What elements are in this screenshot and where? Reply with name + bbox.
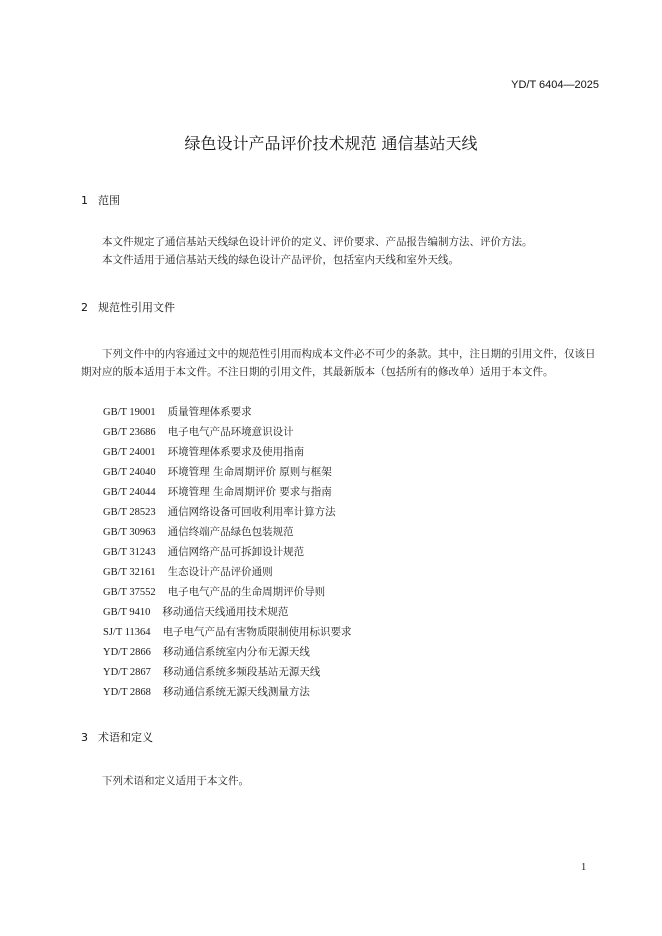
reference-item xyxy=(103,663,352,683)
reference-code: GB/T 30963 xyxy=(103,527,156,538)
reference-code: GB/T 19001 xyxy=(103,407,156,418)
reference-item xyxy=(103,423,352,443)
section-3-intro: 下列术语和定义适用于本文件。 xyxy=(102,775,249,787)
section-3-heading xyxy=(81,729,153,745)
reference-title: 移动通信系统无源天线测量方法 xyxy=(162,686,310,698)
section-1-title: 范围 xyxy=(98,194,120,207)
reference-code: YD/T 2866 xyxy=(103,647,151,658)
section-2-number: 2 xyxy=(81,301,88,314)
reference-title: 环境管理 生命周期评价 要求与指南 xyxy=(167,486,332,498)
reference-title: 电子电气产品有害物质限制使用标识要求 xyxy=(162,626,352,638)
reference-title: 通信网络产品可拆卸设计规范 xyxy=(167,546,305,558)
section-3-number: 3 xyxy=(81,731,88,744)
reference-code: GB/T 32161 xyxy=(103,567,156,578)
reference-title: 环境管理体系要求及使用指南 xyxy=(167,446,305,458)
reference-item xyxy=(103,623,352,643)
reference-code: YD/T 2867 xyxy=(103,667,151,678)
reference-code: GB/T 24001 xyxy=(103,447,156,458)
reference-title: 移动通信天线通用技术规范 xyxy=(162,606,289,618)
section-3-title: 术语和定义 xyxy=(98,731,153,744)
reference-item xyxy=(103,563,352,583)
reference-title: 通信网络设备可回收利用率计算方法 xyxy=(167,506,336,518)
reference-title: 电子电气产品环境意识设计 xyxy=(167,426,294,438)
reference-item xyxy=(103,463,352,483)
reference-item xyxy=(103,403,352,423)
reference-code: GB/T 28523 xyxy=(103,507,156,518)
reference-title: 生态设计产品评价通则 xyxy=(167,566,273,578)
page-number: 1 xyxy=(581,862,587,873)
section-1-heading xyxy=(81,192,120,208)
reference-title: 环境管理 生命周期评价 原则与框架 xyxy=(167,466,332,478)
reference-code: SJ/T 11364 xyxy=(103,627,151,638)
section-3-body xyxy=(81,772,601,790)
reference-code: GB/T 37552 xyxy=(103,587,156,598)
section-2-heading xyxy=(81,299,175,315)
reference-item xyxy=(103,543,352,563)
reference-item xyxy=(103,443,352,463)
reference-item xyxy=(103,683,352,703)
reference-code: GB/T 24040 xyxy=(103,467,156,478)
reference-title: 电子电气产品的生命周期评价导则 xyxy=(167,586,326,598)
reference-code: GB/T 24044 xyxy=(103,487,156,498)
reference-title: 通信终端产品绿色包装规范 xyxy=(167,526,294,538)
reference-title: 移动通信系统多频段基站无源天线 xyxy=(162,666,321,678)
reference-item xyxy=(103,603,352,623)
reference-title: 移动通信系统室内分布无源天线 xyxy=(162,646,310,658)
section-2-intro: 下列文件中的内容通过文中的规范性引用而构成本文件必不可少的条款。其中，注日期的引用文件，仅该日期对应的版本适用于本文件。不注日期的引用文件，其最新版本（包括所有的修改单）适用于本文件。 xyxy=(81,348,596,378)
reference-item xyxy=(103,483,352,503)
section-1-number: 1 xyxy=(81,194,88,207)
reference-code: GB/T 23686 xyxy=(103,427,156,438)
reference-title: 质量管理体系要求 xyxy=(167,406,252,418)
reference-item xyxy=(103,503,352,523)
document-title: 绿色设计产品评价技术规范 通信基站天线 xyxy=(184,134,478,153)
normative-references-list xyxy=(103,403,352,703)
reference-item xyxy=(103,583,352,603)
reference-code: GB/T 9410 xyxy=(103,607,151,618)
reference-code: YD/T 2868 xyxy=(103,687,151,698)
section-1-body xyxy=(81,233,601,269)
section-2-title: 规范性引用文件 xyxy=(98,301,175,314)
section-1-paragraph: 本文件适用于通信基站天线的绿色设计产品评价，包括室内天线和室外天线。 xyxy=(102,254,459,266)
reference-code: GB/T 31243 xyxy=(103,547,156,558)
section-1-paragraph: 本文件规定了通信基站天线绿色设计评价的定义、评价要求、产品报告编制方法、评价方法。 xyxy=(102,236,533,248)
reference-item xyxy=(103,523,352,543)
standard-code: YD/T 6404—2025 xyxy=(511,79,599,91)
reference-item xyxy=(103,643,352,663)
